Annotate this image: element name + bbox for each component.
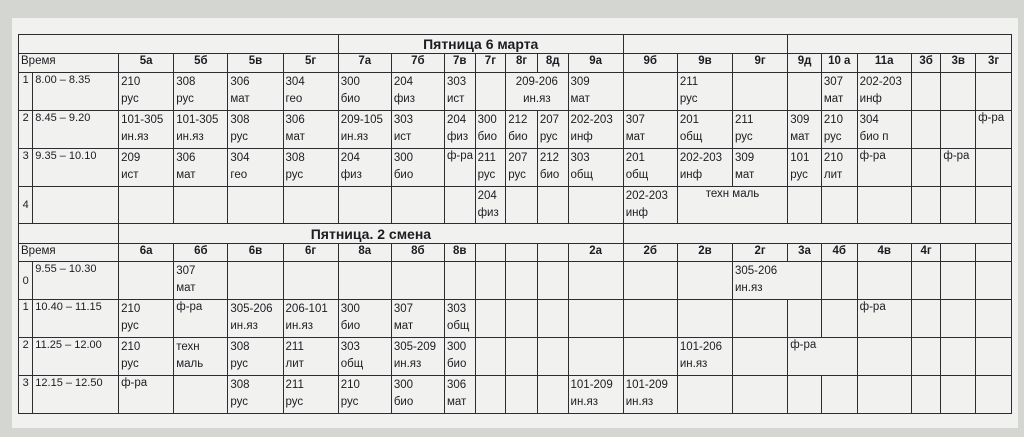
- class-header: 3в: [941, 54, 976, 72]
- lesson-time: 9.55 – 10.30: [33, 262, 119, 300]
- lesson-cell: 305-206 ин.яз: [228, 300, 283, 338]
- class-header: 8а: [338, 243, 391, 261]
- class-header: 5в: [228, 54, 283, 72]
- class-header: 2в: [677, 243, 732, 261]
- lesson-cell: 308 рус: [174, 72, 228, 110]
- class-header: 9д: [788, 54, 822, 72]
- lesson-cell: 305-206 ин.яз: [733, 262, 822, 300]
- lesson-cell: [941, 110, 976, 148]
- lesson-cell: 211 рус: [283, 376, 338, 414]
- lesson-cell: техн маль: [677, 186, 787, 224]
- lesson-cell: 101-209 ин.яз: [568, 376, 623, 414]
- lesson-cell: 307 мат: [623, 110, 677, 148]
- lesson-cell: ф-ра: [976, 110, 1012, 148]
- lesson-cell: 210 рус: [119, 338, 174, 376]
- class-header: 10 а: [821, 54, 857, 72]
- shift2-title: Пятница. 2 смена: [119, 224, 624, 243]
- lesson-cell: 210 лит: [821, 148, 857, 186]
- lesson-cell: 204 физ: [444, 110, 475, 148]
- class-header: 3г: [976, 54, 1012, 72]
- lesson-cell: 300 био: [475, 110, 506, 148]
- lesson-cell: 309 мат: [733, 148, 788, 186]
- lesson-time: 12.15 – 12.50: [33, 376, 119, 414]
- table-row: [19, 72, 1012, 110]
- class-header: 9б: [623, 54, 677, 72]
- lesson-cell: [976, 72, 1012, 110]
- table-row: [19, 262, 1012, 300]
- class-header: 2а: [568, 243, 623, 261]
- lesson-cell: 204 физ: [475, 186, 506, 224]
- lesson-number: 0: [19, 262, 33, 300]
- lesson-cell: [623, 72, 677, 110]
- lesson-cell: ф-ра: [788, 338, 857, 376]
- lesson-cell: 212 био: [537, 148, 568, 186]
- class-header: 4в: [857, 243, 911, 261]
- shift2-title-row: [19, 224, 1012, 243]
- lesson-cell: ф-ра: [119, 376, 174, 414]
- shift2-header-row: [19, 243, 1012, 261]
- lesson-cell: [911, 72, 941, 110]
- lesson-time: 8.45 – 9.20: [33, 110, 119, 148]
- lesson-cell: ф-ра: [941, 148, 976, 186]
- lesson-cell: ф-ра: [444, 148, 475, 186]
- lesson-cell: 211 рус: [677, 72, 732, 110]
- lesson-cell: 300 био: [338, 72, 391, 110]
- class-header: 5а: [119, 54, 174, 72]
- lesson-number: 1: [19, 72, 33, 110]
- class-header: 7а: [338, 54, 391, 72]
- lesson-cell: 211 рус: [733, 110, 788, 148]
- class-header: 7г: [475, 54, 506, 72]
- table-row: [19, 338, 1012, 376]
- lesson-cell: [788, 72, 822, 110]
- lesson-cell: 300 био: [444, 338, 475, 376]
- lesson-number: 2: [19, 110, 33, 148]
- lesson-cell: 212 био: [506, 110, 538, 148]
- lesson-cell: [911, 110, 941, 148]
- lesson-cell: ф-ра: [857, 300, 911, 338]
- lesson-cell: 209-105 ин.яз: [338, 110, 391, 148]
- lesson-cell: ф-ра: [174, 300, 228, 338]
- lesson-cell: 210 рус: [338, 376, 391, 414]
- lesson-cell: ф-ра: [857, 148, 911, 186]
- class-header: 3а: [788, 243, 822, 261]
- lesson-number: 3: [19, 148, 33, 186]
- table-row: [19, 300, 1012, 338]
- class-header: 8в: [444, 243, 475, 261]
- class-header: 6а: [119, 243, 174, 261]
- table-row: [19, 186, 1012, 224]
- lesson-time: 8.00 – 8.35: [33, 72, 119, 110]
- class-header: 5б: [174, 54, 228, 72]
- lesson-cell: 210 рус: [119, 300, 174, 338]
- class-header: 3б: [911, 54, 941, 72]
- class-header: 8г: [506, 54, 538, 72]
- lesson-number: 1: [19, 300, 33, 338]
- lesson-cell: техн маль: [174, 338, 228, 376]
- class-header: 8д: [537, 54, 568, 72]
- lesson-cell: 201 общ: [623, 148, 677, 186]
- lesson-cell: 304 био п: [857, 110, 911, 148]
- lesson-cell: 206-101 ин.яз: [283, 300, 338, 338]
- lesson-cell: 306 мат: [228, 72, 283, 110]
- lesson-time: 10.40 – 11.15: [33, 300, 119, 338]
- class-header: 5г: [283, 54, 338, 72]
- lesson-cell: 101 рус: [788, 148, 822, 186]
- class-header: 9а: [568, 54, 623, 72]
- class-header: 9г: [733, 54, 788, 72]
- lesson-number: 2: [19, 338, 33, 376]
- lesson-cell: 308 рус: [228, 338, 283, 376]
- class-header: 4г: [911, 243, 941, 261]
- table-row: [19, 148, 1012, 186]
- lesson-cell: 201 общ: [677, 110, 732, 148]
- shift1-title-row: [19, 35, 1012, 54]
- class-header: 8б: [391, 243, 444, 261]
- lesson-cell: 309 мат: [568, 72, 623, 110]
- lesson-cell: 307 мат: [174, 262, 228, 300]
- lesson-cell: 101-209 ин.яз: [623, 376, 677, 414]
- lesson-cell: 304 гео: [228, 148, 283, 186]
- lesson-cell: 306 мат: [174, 148, 228, 186]
- lesson-cell: 204 физ: [391, 72, 444, 110]
- lesson-cell: 101-206 ин.яз: [677, 338, 732, 376]
- lesson-cell: 202-203 инф: [623, 186, 677, 224]
- lesson-time: 11.25 – 12.00: [33, 338, 119, 376]
- lesson-cell: 306 мат: [283, 110, 338, 148]
- lesson-cell: 207 рус: [537, 110, 568, 148]
- lesson-cell: 303 ист: [391, 110, 444, 148]
- class-header: 2б: [623, 243, 677, 261]
- shift1-title: Пятница 6 марта: [338, 35, 623, 54]
- lesson-number: 3: [19, 376, 33, 414]
- lesson-cell: 202-203 инф: [857, 72, 911, 110]
- lesson-cell: 303 общ: [444, 300, 475, 338]
- lesson-cell: [911, 148, 941, 186]
- class-header: 6б: [174, 243, 228, 261]
- lesson-cell: 303 ист: [444, 72, 475, 110]
- time-header: Время: [19, 54, 119, 72]
- lesson-cell: [976, 148, 1012, 186]
- lesson-cell: [733, 72, 788, 110]
- class-header: 2г: [733, 243, 788, 261]
- table-row: [19, 110, 1012, 148]
- shift1-header-row: [19, 54, 1012, 72]
- lesson-cell: 202-203 инф: [568, 110, 623, 148]
- table-row: [19, 376, 1012, 414]
- lesson-cell: 101-305 ин.яз: [119, 110, 174, 148]
- lesson-number: 4: [19, 186, 33, 224]
- lesson-cell: 300 био: [391, 376, 444, 414]
- class-header: 11а: [857, 54, 911, 72]
- lesson-time: [33, 186, 119, 224]
- lesson-cell: 101-305 ин.яз: [174, 110, 228, 148]
- lesson-cell: 308 рус: [283, 148, 338, 186]
- lesson-cell: 211 лит: [283, 338, 338, 376]
- lesson-cell: 308 рус: [228, 376, 283, 414]
- lesson-cell: 303 общ: [568, 148, 623, 186]
- lesson-cell: 210 рус: [119, 72, 174, 110]
- lesson-cell: [475, 72, 506, 110]
- lesson-cell: [941, 72, 976, 110]
- class-header: 7в: [444, 54, 475, 72]
- lesson-cell: 300 био: [391, 148, 444, 186]
- lesson-cell: 306 мат: [444, 376, 475, 414]
- lesson-cell: 209-206 ин.яз: [506, 72, 568, 110]
- class-header: 9в: [677, 54, 732, 72]
- lesson-cell: 202-203 инф: [677, 148, 732, 186]
- lesson-cell: 307 мат: [821, 72, 857, 110]
- class-header: 4б: [821, 243, 857, 261]
- lesson-time: 9.35 – 10.10: [33, 148, 119, 186]
- time-header: Время: [19, 243, 119, 261]
- lesson-cell: 211 рус: [475, 148, 506, 186]
- class-header: 6г: [283, 243, 338, 261]
- lesson-cell: 209 ист: [119, 148, 174, 186]
- class-header: 7б: [391, 54, 444, 72]
- lesson-cell: 303 общ: [338, 338, 391, 376]
- lesson-cell: 305-209 ин.яз: [391, 338, 444, 376]
- lesson-cell: 307 мат: [391, 300, 444, 338]
- schedule-table: [18, 34, 1012, 414]
- lesson-cell: 304 гео: [283, 72, 338, 110]
- lesson-cell: 309 мат: [788, 110, 822, 148]
- lesson-cell: 204 физ: [338, 148, 391, 186]
- lesson-cell: 210 рус: [821, 110, 857, 148]
- lesson-cell: 300 био: [338, 300, 391, 338]
- lesson-cell: 308 рус: [228, 110, 283, 148]
- class-header: 6в: [228, 243, 283, 261]
- lesson-cell: 207 рус: [506, 148, 538, 186]
